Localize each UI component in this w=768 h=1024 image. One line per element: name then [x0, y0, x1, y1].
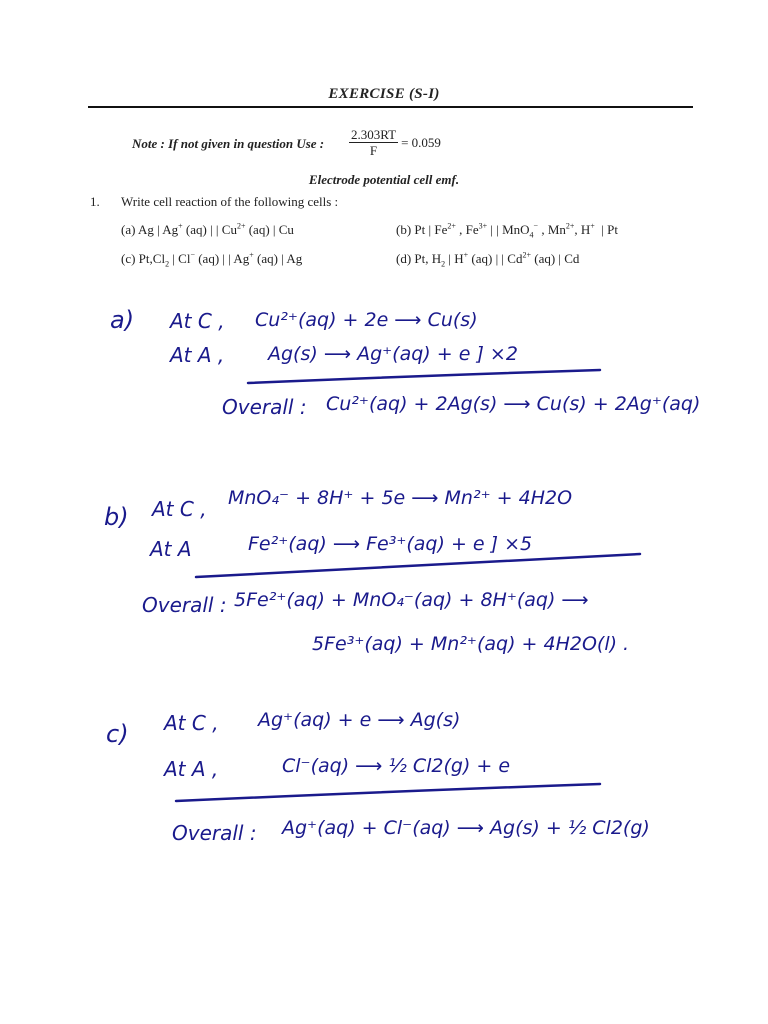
- hw-c-overall-label: Overall :: [172, 821, 257, 845]
- hw-b-cathode-label: At C ,: [152, 497, 207, 521]
- cell-c: (c) $Pt,Cl_2$ | Cl− (aq) | | Ag+ (aq) | Ag: [121, 250, 303, 269]
- hw-a-label: a): [110, 306, 135, 334]
- hw-b-overall-label: Overall :: [142, 593, 227, 617]
- exercise-title: EXERCISE (S-I): [328, 86, 440, 102]
- formula-value: = 0.059: [401, 134, 441, 150]
- hw-a-cathode-eq: Cu²⁺(aq) + 2e ⟶ Cu(s): [255, 309, 478, 331]
- hw-b-anode-eq: Fe²⁺(aq) ⟶ Fe³⁺(aq) + e ] ×5: [248, 533, 533, 555]
- hw-c-overall-eq: Ag⁺(aq) + Cl⁻(aq) ⟶ Ag(s) + ½ Cl2(g): [282, 817, 650, 839]
- question-number: 1.: [90, 194, 100, 209]
- hw-a-anode-eq: Ag(s) ⟶ Ag⁺(aq) + e ] ×2: [268, 343, 518, 365]
- hw-b-anode-label: At A: [150, 537, 192, 561]
- hw-a-overall-label: Overall :: [222, 395, 307, 419]
- hw-c-cathode-label: At C ,: [164, 711, 219, 735]
- hw-c-cathode-eq: Ag⁺(aq) + e ⟶ Ag(s): [258, 709, 461, 731]
- hw-c-underline: [176, 784, 600, 801]
- formula-numerator: 2.303RT: [351, 127, 397, 142]
- hw-a-underline: [248, 370, 600, 383]
- cell-a: (a) Ag | Ag+ (aq) | | $Cu^{2+}$ (aq) | Cu: [121, 221, 294, 237]
- hw-a-anode-label: At A ,: [170, 343, 225, 367]
- question-text: Write cell reaction of the following cells :: [121, 194, 339, 209]
- cell-d: (d) Pt, $H_2$ | H+ (aq) | | $Cd^{2+}$ (aq) | Cd: [396, 250, 580, 269]
- hw-a-cathode-label: At C ,: [170, 309, 225, 333]
- hw-b-label: b): [104, 503, 129, 531]
- hw-b-overall-eq-1: 5Fe²⁺(aq) + MnO₄⁻(aq) + 8H⁺(aq) ⟶: [234, 589, 589, 611]
- hw-b-underline: [196, 554, 640, 577]
- hw-c-anode-label: At A ,: [164, 757, 219, 781]
- hw-b-overall-eq-2: 5Fe³⁺(aq) + Mn²⁺(aq) + 4H2O(l) .: [312, 633, 630, 655]
- section-subtitle: Electrode potential cell emf.: [308, 172, 460, 187]
- hw-c-anode-eq: Cl⁻(aq) ⟶ ½ Cl2(g) + e: [282, 755, 511, 777]
- hw-b-cathode-eq: MnO₄⁻ + 8H⁺ + 5e ⟶ Mn²⁺ + 4H2O: [228, 487, 573, 509]
- formula-denominator: F: [369, 143, 378, 158]
- cell-b: (b) Pt | $Fe^{2+}$ , $Fe^{3+}$ | | MnO$_4$− , $Mn^{2+}$, H+ | Pt: [396, 221, 618, 240]
- hw-c-label: c): [106, 720, 129, 748]
- hw-a-overall-eq: Cu²⁺(aq) + 2Ag(s) ⟶ Cu(s) + 2Ag⁺(aq): [326, 393, 701, 415]
- note-label: Note : If not given in question Use :: [132, 136, 325, 151]
